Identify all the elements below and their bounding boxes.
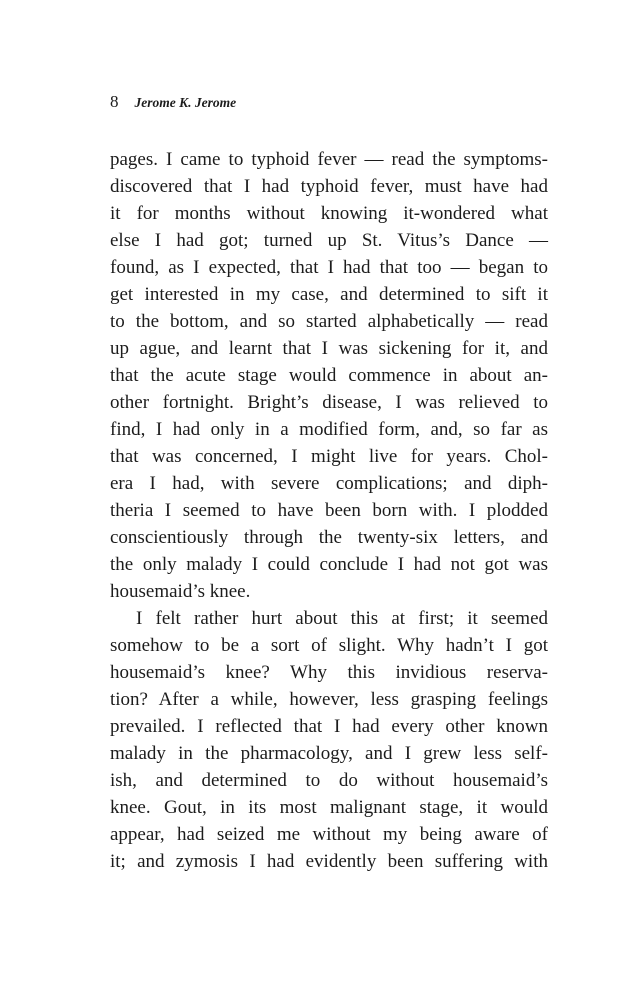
text-line: I felt rather hurt about this at first; it seemed — [136, 608, 548, 629]
text-line: somehow to be a sort of slight. Why hadn’t I got — [110, 635, 548, 656]
text-line: housemaid’s knee. — [110, 581, 251, 602]
text-line: theria I seemed to have been born with. I plodded — [110, 500, 548, 521]
text-line: that the acute stage would commence in about an- — [110, 365, 548, 386]
text-line: other fortnight. Bright’s disease, I was relieved to — [110, 392, 548, 413]
text-line: era I had, with severe complications; and diph- — [110, 473, 548, 494]
text-line: malady in the pharmacology, and I grew less self- — [110, 743, 548, 764]
text-line: discovered that I had typhoid fever, must have had — [110, 176, 548, 197]
text-line: conscientiously through the twenty-six letters, and — [110, 527, 548, 548]
text-line: ish, and determined to do without housemaid’s — [110, 770, 548, 791]
text-line: the only malady I could conclude I had not got was — [110, 554, 548, 575]
text-line: that was concerned, I might live for years. Chol- — [110, 446, 548, 467]
text-line: knee. Gout, in its most malignant stage, it would — [110, 797, 548, 818]
text-line: tion? After a while, however, less grasping feelings — [110, 689, 548, 710]
text-line: housemaid’s knee? Why this invidious reserva- — [110, 662, 548, 683]
text-line: prevailed. I reflected that I had every other known — [110, 716, 548, 737]
text-line: found, as I expected, that I had that too — began to — [110, 257, 548, 278]
text-line: up ague, and learnt that I was sickening for it, and — [110, 338, 548, 359]
text-line: to the bottom, and so started alphabetically — read — [110, 311, 548, 332]
page-number: 8 — [110, 92, 119, 111]
text-line: find, I had only in a modified form, and, so far as — [110, 419, 548, 440]
text-line: appear, had seized me without my being aware of — [110, 824, 548, 845]
running-title: Jerome K. Jerome — [134, 95, 237, 110]
page-header — [110, 92, 548, 112]
text-line: it for months without knowing it-wondered what — [110, 203, 548, 224]
body-text — [110, 146, 548, 875]
text-line: it; and zymosis I had evidently been suffering with — [110, 851, 548, 872]
text-line: pages. I came to typhoid fever — read the symptoms- — [110, 149, 548, 170]
text-line: else I had got; turned up St. Vitus’s Dance — — [110, 230, 548, 251]
text-line: get interested in my case, and determined to sift it — [110, 284, 548, 305]
